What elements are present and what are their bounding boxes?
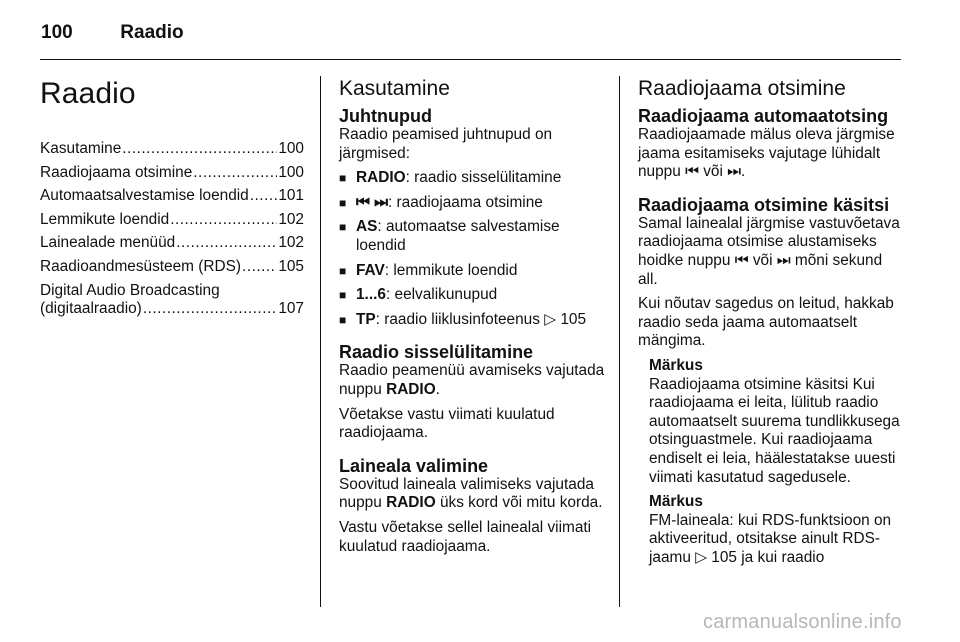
manual-search-text-2: Kui nõutav sagedus on leitud, hakkab raadio seda jaama automaatselt mängima. (638, 295, 894, 350)
column-divider-2 (619, 76, 620, 607)
controls-list-item (339, 194, 609, 213)
toc-leader-dots (193, 164, 277, 183)
controls-list-item (339, 262, 609, 281)
toc-entry[interactable] (40, 164, 304, 183)
switch-on-text: Raadio peamenüü avamiseks vajutada nuppu RADIO. (339, 362, 605, 398)
toc-entry-label-line1: Digital Audio Broadcasting (40, 281, 220, 299)
control-desc: : automaatse salvestamise loendid (356, 218, 560, 254)
control-key: RADIO (356, 169, 406, 187)
toc-leader-dots (143, 300, 278, 319)
controls-list-item (339, 286, 609, 305)
search-title: Raadiojaama otsimine (638, 77, 846, 100)
band-text-2: Vastu võetakse sellel lainealal viimati kuulatud raadiojaama. (339, 518, 592, 555)
controls-list-item (339, 311, 609, 330)
note-text: FM-laineala: kui RDS-funktsioon on aktiveeritud, otsitakse ainult RDS-jaamu ▷ 105 ja kui raadio (649, 511, 892, 566)
manual-search-text: Samal lainealal järgmise vastuvõetava raadiojaama otsimise alustamiseks hoidke nuppu ⏮ või ⏭ mõni sekund all. (638, 214, 900, 288)
toc-entry[interactable] (40, 140, 304, 159)
control-key: 1...6 (356, 286, 386, 304)
control-desc: : eelvalikunupud (385, 286, 498, 304)
toc-entry-label: Lainealade menüüd (40, 234, 176, 252)
toc-entry-label-line2: (digitaalraadio) (40, 300, 142, 318)
switch-on-heading: Raadio sisselülitamine (339, 342, 534, 363)
note-box-2 (638, 493, 906, 567)
toc-leader-dots (176, 234, 277, 253)
toc-leader-dots (250, 187, 278, 206)
control-key: TP (356, 310, 376, 328)
usage-column (339, 76, 609, 562)
page-number: 100 (41, 22, 73, 43)
switch-on-text-2: Võetakse vastu viimati kuulatud raadiojaama. (339, 405, 555, 442)
controls-list-item (339, 218, 609, 255)
note-title: Märkus (649, 493, 703, 511)
search-column (638, 76, 906, 573)
toc-entry[interactable] (40, 234, 304, 253)
toc-entry-page: 100 (278, 140, 304, 157)
toc-entry-label: Kasutamine (40, 140, 122, 157)
toc-leader-dots (242, 258, 277, 277)
controls-intro: Raadio peamised juhtnupud on järgmised: (339, 126, 553, 162)
toc-entry-page: 107 (278, 300, 304, 318)
toc-entry-page: 100 (278, 163, 304, 181)
auto-search-text: Raadiojaamade mälus oleva järgmise jaama esitamiseks vajutage lühidalt nuppu ⏮ või ⏭. (638, 126, 895, 181)
section-title: Raadio (120, 22, 184, 43)
controls-heading: Juhtnupud (339, 106, 432, 126)
toc-entry[interactable] (40, 187, 304, 206)
watermark: carmanualsonline.info (703, 611, 902, 633)
note-text: Raadiojaama otsimine käsitsi Kui raadiojaama ei leita, lülitub raadio automaatselt suurema tundlikkusega otsinguastmele. Kui raadiojaama endiselt ei leia, häälestatakse uuesti viimati kasutatud sagedusele. (649, 375, 900, 486)
page-header (41, 22, 184, 44)
control-desc: : raadio liiklusinfoteenus ▷ 105 (375, 310, 587, 328)
toc-list (40, 140, 304, 277)
toc-entry-page: 102 (278, 210, 304, 228)
toc-entry-label: Lemmikute loendid (40, 210, 170, 228)
toc-leader-dots (170, 211, 277, 230)
toc-entry-page: 105 (278, 257, 304, 275)
control-desc: : lemmikute loendid (384, 261, 518, 279)
toc-entry-label: Raadiojaama otsimine (40, 163, 193, 181)
note-box-1 (638, 357, 906, 487)
controls-list (339, 169, 609, 329)
note-title: Märkus (649, 356, 703, 374)
controls-list-item (339, 169, 609, 188)
toc-entry[interactable] (40, 282, 304, 319)
band-text: Soovitud laineala valimiseks vajutada nuppu RADIO üks kord või mitu korda. (339, 475, 603, 512)
header-rule (40, 59, 901, 60)
control-desc: : raadio sisselülitamine (405, 169, 562, 187)
control-key: AS (356, 218, 378, 236)
band-heading: Laineala valimine (339, 455, 489, 476)
auto-search-heading: Raadiojaama automaatotsing (638, 106, 889, 126)
chapter-title: Raadio (40, 77, 136, 110)
toc-entry-label: Automaatsalvestamise loendid (40, 187, 249, 205)
control-desc: : raadiojaama otsimine (387, 193, 543, 211)
toc-entry-page: 101 (278, 187, 304, 205)
toc-entry-label: Raadioandmesüsteem (RDS) (40, 257, 242, 275)
toc-entry[interactable] (40, 211, 304, 230)
control-key: ⏮ ⏭ (356, 193, 388, 211)
column-divider-1 (320, 76, 321, 607)
control-key: FAV (356, 261, 385, 279)
toc-entry-page: 102 (278, 234, 304, 252)
toc-entry[interactable] (40, 258, 304, 277)
toc-leader-dots (122, 140, 277, 159)
toc-column (40, 76, 304, 324)
usage-title: Kasutamine (339, 77, 450, 100)
manual-search-heading: Raadiojaama otsimine käsitsi (638, 194, 890, 215)
